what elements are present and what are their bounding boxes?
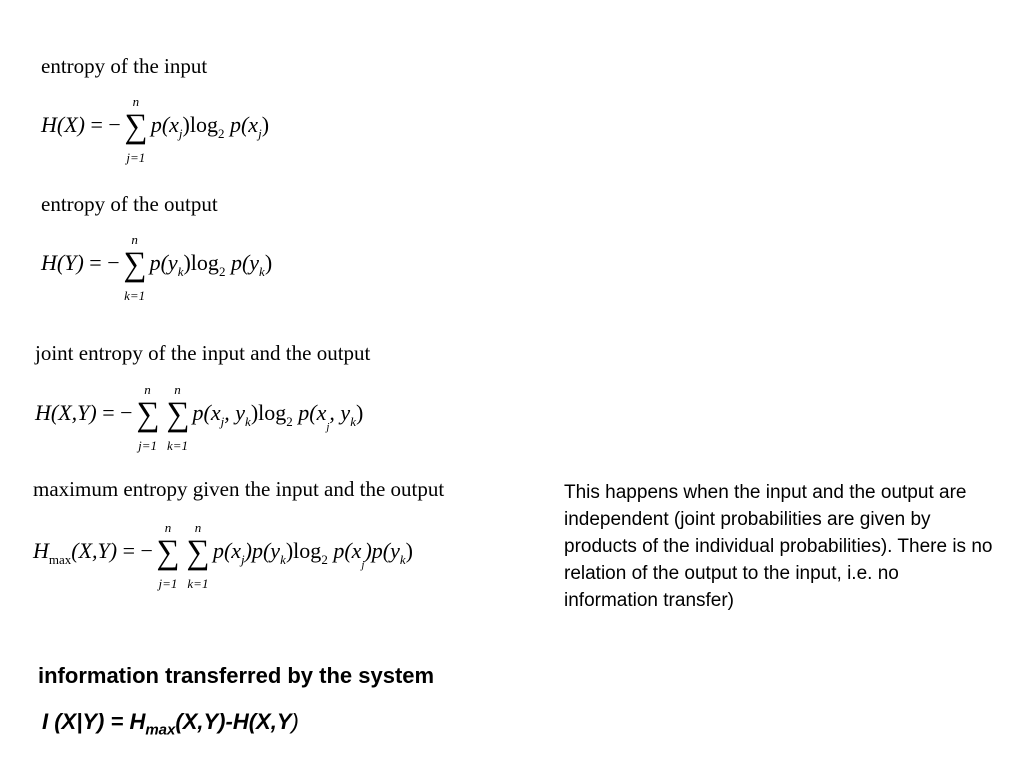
eq-sub1: j bbox=[241, 551, 245, 567]
eq-log: )log bbox=[183, 250, 219, 276]
eq-equals: = − bbox=[84, 112, 121, 138]
eq-log-base: 2 bbox=[218, 263, 226, 279]
eq-equals: = − bbox=[117, 538, 153, 564]
eq-sub2: j bbox=[258, 125, 262, 141]
eq-term1: p(x bbox=[212, 538, 242, 564]
sum-lower: j=1 bbox=[158, 576, 178, 591]
eq-term2b: )p(y bbox=[364, 538, 400, 564]
eq-lhs: H bbox=[33, 538, 49, 564]
equation-joint-entropy bbox=[35, 382, 364, 453]
eq-close: ) bbox=[261, 112, 270, 138]
eq-term2: p(y bbox=[225, 250, 260, 276]
eq-comma1: , y bbox=[224, 400, 246, 426]
heading-output-entropy: entropy of the output bbox=[41, 192, 218, 216]
eq-term2: p(x bbox=[224, 112, 259, 138]
eq-sub2: j bbox=[361, 558, 365, 571]
eq-sub2: j bbox=[326, 420, 330, 433]
eq-term2: p(x bbox=[327, 538, 362, 564]
eq-sub1b: k bbox=[245, 413, 251, 429]
eq-term1: p(x bbox=[150, 112, 179, 138]
heading-joint-entropy: joint entropy of the input and the output bbox=[35, 341, 371, 365]
summation-k: n ∑ k=1 bbox=[121, 248, 149, 282]
sum-lower: k=1 bbox=[187, 576, 209, 591]
sum-lower: j=1 bbox=[138, 438, 157, 453]
sum-upper: n bbox=[131, 232, 138, 247]
heading-information-transferred: information transferred by the system bbox=[38, 663, 435, 688]
sum-upper: n bbox=[174, 382, 181, 397]
independence-note: This happens when the input and the output are independent (joint probabilities are given by products of the individual probabilities). There is no relation of the output to the input, i.e. no information transfer) bbox=[564, 482, 993, 611]
eq-log: )log bbox=[182, 112, 218, 138]
sum-lower: k=1 bbox=[167, 438, 189, 453]
eq-log-base: 2 bbox=[217, 125, 225, 141]
sum-upper: n bbox=[144, 382, 151, 397]
summation-k: n ∑ k=1 bbox=[164, 398, 192, 432]
summation-j: n ∑ j=1 bbox=[122, 110, 150, 144]
equation-max-entropy bbox=[33, 520, 413, 591]
eq-sub1b: k bbox=[280, 551, 286, 567]
eq-term1: p(y bbox=[149, 250, 178, 276]
eq-sub2b: k bbox=[399, 551, 406, 567]
formula-sub: max bbox=[145, 721, 176, 739]
summation-j: n ∑ j=1 bbox=[154, 536, 182, 570]
eq-close: ) bbox=[355, 400, 364, 426]
formula-information-transferred bbox=[42, 709, 299, 738]
eq-equals: = − bbox=[83, 250, 120, 276]
eq-term1: p(x bbox=[192, 400, 221, 426]
sum-lower: j=1 bbox=[126, 150, 146, 165]
eq-equals: = − bbox=[96, 400, 133, 426]
eq-sub1: j bbox=[178, 125, 183, 141]
eq-lhs: H(X) bbox=[41, 112, 85, 138]
equation-output-entropy bbox=[41, 232, 273, 303]
summation-j: n ∑ j=1 bbox=[134, 398, 162, 432]
eq-sub1: j bbox=[220, 413, 225, 429]
summation-k: n ∑ k=1 bbox=[184, 536, 212, 570]
formula-prefix: I (X|Y) = H bbox=[42, 709, 146, 734]
eq-lhs: H(Y) bbox=[41, 250, 84, 276]
formula-suffix: (X,Y)-H(X,Y bbox=[175, 709, 292, 734]
eq-log: )log bbox=[250, 400, 287, 426]
eq-sub2: k bbox=[259, 263, 265, 279]
eq-lhs-sub: max bbox=[48, 551, 72, 567]
eq-close: ) bbox=[405, 538, 413, 564]
equation-input-entropy bbox=[41, 94, 270, 165]
eq-lhs: H(X,Y) bbox=[35, 400, 97, 426]
eq-log: )log bbox=[285, 538, 322, 564]
heading-max-entropy: maximum entropy given the input and the output bbox=[33, 477, 445, 501]
sum-upper: n bbox=[194, 520, 202, 535]
heading-input-entropy: entropy of the input bbox=[41, 54, 208, 78]
eq-log-base: 2 bbox=[321, 551, 328, 567]
eq-sub1: k bbox=[177, 263, 184, 279]
sum-upper: n bbox=[164, 520, 172, 535]
formula-close: ) bbox=[291, 709, 299, 734]
eq-close: ) bbox=[264, 250, 273, 276]
eq-term2: p(x bbox=[292, 400, 327, 426]
sum-lower: k=1 bbox=[124, 288, 146, 303]
eq-term1b: )p(y bbox=[244, 538, 281, 564]
sum-upper: n bbox=[132, 94, 140, 109]
eq-lhs-args: (X,Y) bbox=[71, 538, 118, 564]
eq-comma2: , y bbox=[329, 400, 351, 426]
eq-log-base: 2 bbox=[286, 413, 293, 429]
eq-sub2b: k bbox=[350, 413, 356, 429]
